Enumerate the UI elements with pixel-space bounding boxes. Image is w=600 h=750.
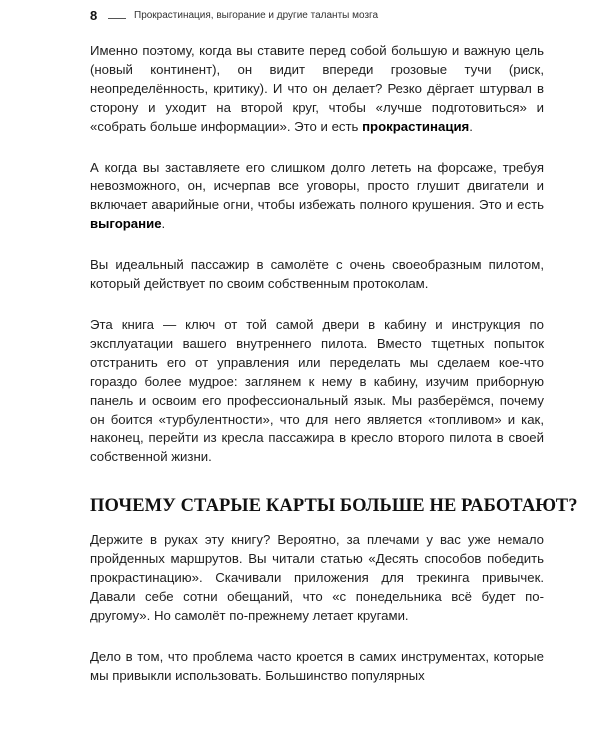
- section-paragraph-2: [90, 648, 544, 686]
- running-header: [90, 8, 550, 30]
- bold-term-procrastination: прокрастинация: [362, 118, 470, 134]
- section-paragraph-1: [90, 531, 544, 626]
- bold-term-burnout: выгорание: [90, 216, 162, 232]
- paragraph-text: А когда вы заставляете его слишком долго лететь на форсаже, требуя невозможного, он, исчерпав все уговоры, просто глушит двигатели и включает аварийные огни, чтобы избежать полного крушения. Это и есть: [90, 159, 544, 213]
- paragraph-text: Держите в руках эту книгу? Вероятно, за плечами у вас уже немало пройденных маршрутов. Вы читали статью «Десять способов победить прокрастинацию». Скачивали приложения для трекинга привычек. Давали себе сотни обещаний, что «с понедельника всё будет по-другому». Но самолёт по-прежнему летает кругами.: [90, 532, 544, 623]
- paragraph-1: [90, 42, 544, 137]
- section-heading: ПОЧЕМУ СТАРЫЕ КАРТЫ БОЛЬШЕ НЕ РАБОТАЮТ?: [90, 496, 578, 517]
- paragraph-text: Дело в том, что проблема часто кроется в самих инструментах, которые мы привыкли использовать. Большинство популярных: [90, 648, 544, 683]
- paragraph-punctuation: .: [161, 216, 166, 232]
- paragraph-2: [90, 159, 544, 235]
- page-number: 8: [90, 8, 98, 23]
- header-divider: [108, 18, 126, 19]
- paragraph-punctuation: .: [469, 118, 473, 134]
- paragraph-4: [90, 316, 544, 467]
- paragraph-text: Эта книга — ключ от той самой двери в кабину и инструкция по эксплуатации вашего внутреннего пилота. Вместо тщетных попыток отстранить его от управления или переделать мы сделаем кое-что гораздо более мудрое: заглянем к нему в кабину, изучим приборную панель и освоим его профессиональный язык. Мы разберёмся, почему он боится «турбулентности», что для него является «топливом» и как, наконец, перейти из кресла пассажира в кресло второго пилота в своей собственной жизни.: [90, 316, 544, 465]
- running-title: Прокрастинация, выгорание и другие таланты мозга: [134, 10, 379, 21]
- paragraph-text: Вы идеальный пассажир в самолёте с очень своеобразным пилотом, который действует по своим собственным протоколам.: [90, 257, 544, 292]
- paragraph-text: Именно поэтому, когда вы ставите перед собой большую и важную цель (новый континент), он видит впереди грозовые тучи (риск, неопределённость, критику). И что он делает? Резко дёргает штурвал в сторону и уходит на второй круг, чтобы «лучше подготовиться» и «собрать больше информации». Это и есть: [90, 43, 544, 134]
- page-content: [90, 42, 578, 708]
- paragraph-3: [90, 256, 544, 294]
